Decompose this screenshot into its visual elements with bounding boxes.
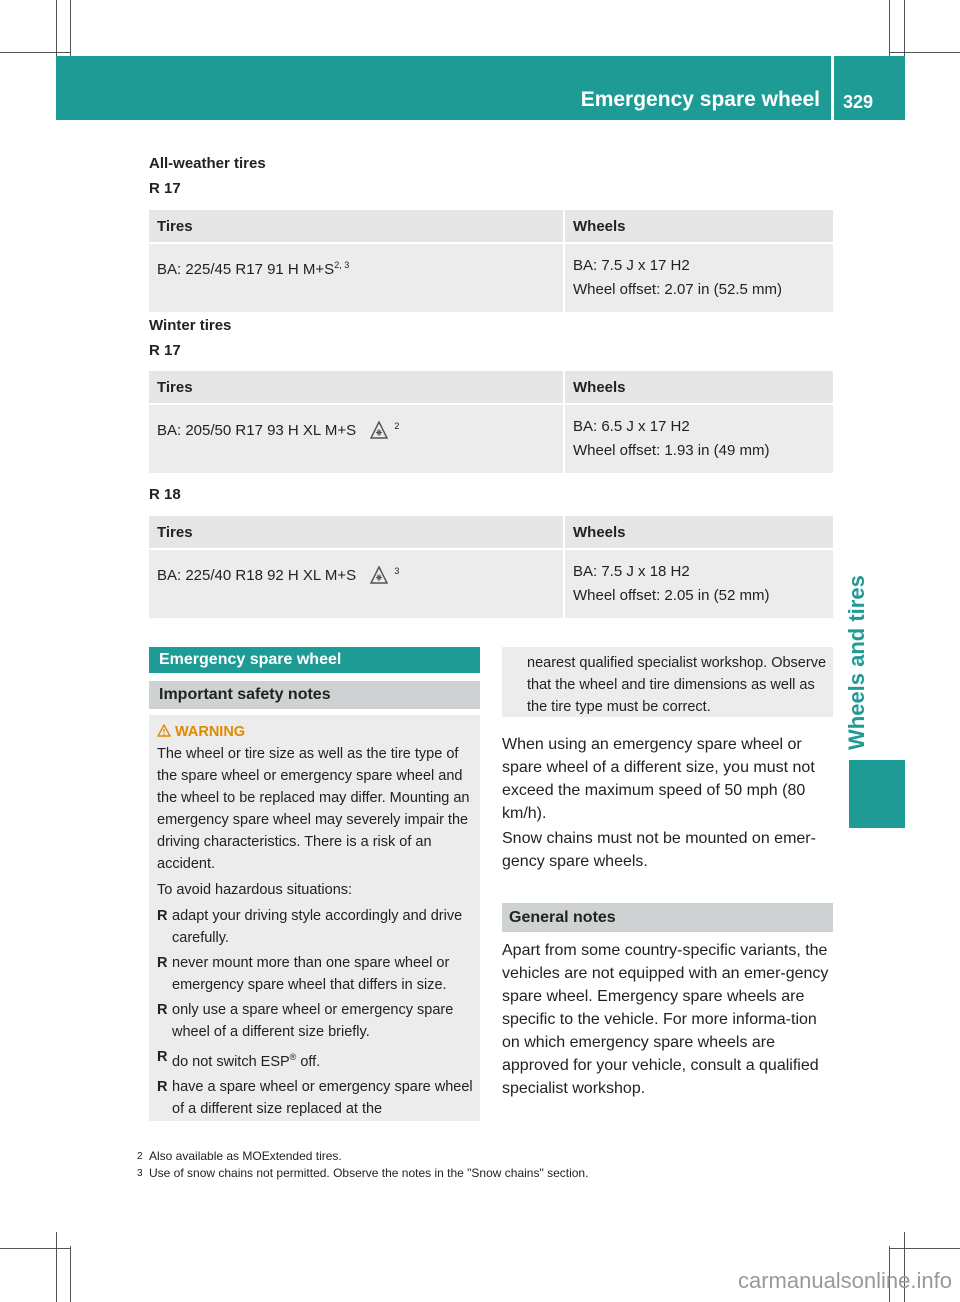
- footnote-number: 3: [137, 1168, 143, 1179]
- table-row: [149, 243, 833, 312]
- list-item-text: only use a spare wheel or emergency spare wheel of a different size briefly.: [172, 1002, 454, 1040]
- page-number: 329: [843, 92, 874, 112]
- paragraph: Snow chains must not be mounted on emer-gency spare wheels.: [502, 830, 816, 870]
- column-header-wheels: Wheels: [564, 210, 833, 243]
- paragraph: When using an emergency spare wheel or spare wheel of a different size, you must not exceed the maximum speed of 50 mph (80 km/h).: [502, 736, 815, 822]
- footnote-text: Use of snow chains not permitted. Observe the notes in the "Snow chains" section.: [149, 1166, 589, 1180]
- footnote-number: 2: [137, 1151, 143, 1162]
- crop-mark: [889, 0, 890, 56]
- list-item-text: do not switch ESP: [172, 1053, 290, 1070]
- section-heading: Emergency spare wheel: [149, 647, 480, 673]
- column-header-tires: Tires: [149, 371, 564, 404]
- wheel-offset: Wheel offset: 2.05 in (52 mm): [573, 587, 770, 604]
- table-row: [149, 404, 833, 473]
- table-row: [149, 549, 833, 618]
- warning-title: [157, 721, 474, 743]
- page-title: Emergency spare wheel: [580, 88, 820, 111]
- header-divider: [831, 56, 834, 120]
- subsection-heading: Important safety notes: [149, 681, 480, 709]
- tire-spec: BA: 225/40 R18 92 H XL M+S: [157, 567, 357, 584]
- all-weather-size: R 17: [149, 180, 181, 197]
- bullet-glyph: R: [157, 1049, 168, 1065]
- tire-cell: [149, 243, 564, 312]
- winter-size: R 17: [149, 342, 181, 359]
- winter-r18-table: [149, 516, 833, 618]
- bullet-glyph: R: [157, 1078, 168, 1095]
- chapter-tab-label: Wheels and tires: [844, 575, 869, 750]
- list-item-text: never mount more than one spare wheel or emergency spare wheel that differs in size.: [172, 955, 450, 993]
- snowflake-mountain-icon: [370, 421, 388, 446]
- winter-heading: Winter tires: [149, 317, 232, 334]
- winter-r17-table: [149, 371, 833, 473]
- footnote: [137, 1165, 589, 1182]
- crop-mark: [0, 1248, 70, 1249]
- list-item: [157, 999, 474, 1043]
- general-notes-text: Apart from some country-specific variants, the vehicles are not equipped with an emer-gency spare wheel. Emergency spare wheels are specific to the vehicle. For more informa-tion on which emergency spare wheels are approved for your vehicle, consult a qualified specialist workshop.: [502, 942, 829, 1097]
- list-item-text: have a spare wheel or emergency spare wheel of a different size replaced at the: [172, 1078, 473, 1117]
- list-item: [157, 1076, 474, 1120]
- column-header-wheels: Wheels: [564, 371, 833, 404]
- column-header-tires: Tires: [149, 210, 564, 243]
- warning-triangle-icon: [157, 724, 171, 737]
- crop-mark: [0, 52, 70, 53]
- wheel-cell: [564, 549, 833, 618]
- list-item: [157, 905, 474, 949]
- all-weather-heading: All-weather tires: [149, 155, 266, 172]
- footnote-ref: 3: [394, 566, 400, 576]
- footnote-ref: 2: [394, 421, 400, 431]
- column-header-wheels: Wheels: [564, 516, 833, 549]
- wheel-offset: Wheel offset: 2.07 in (52.5 mm): [573, 281, 782, 298]
- warning-continued-box: nearest qualified specialist workshop. Observe that the wheel and tire dimensions as well as the tire type must be correct.: [502, 647, 833, 717]
- tire-spec: BA: 205/50 R17 93 H XL M+S: [157, 422, 357, 439]
- warning-list: [157, 905, 474, 1120]
- footnotes: [137, 1148, 589, 1182]
- warning-label: WARNING: [175, 724, 246, 740]
- warning-box: [149, 715, 480, 1121]
- list-item: [157, 1046, 474, 1073]
- all-weather-table: [149, 210, 833, 312]
- crop-mark: [890, 1248, 960, 1249]
- column-header-tires: Tires: [149, 516, 564, 549]
- footnote: [137, 1148, 588, 1165]
- bullet-glyph: R: [157, 955, 168, 971]
- list-item-text: adapt your driving style accordingly and drive carefully.: [172, 908, 463, 946]
- wheel-cell: [564, 243, 833, 312]
- bullet-glyph: R: [157, 908, 168, 924]
- chapter-tab-marker: [849, 760, 905, 828]
- footnote-text: Also available as MOExtended tires.: [149, 1149, 342, 1163]
- wheel-offset: Wheel offset: 1.93 in (49 mm): [573, 442, 770, 459]
- crop-mark: [70, 1246, 71, 1302]
- bullet-glyph: R: [157, 1002, 168, 1018]
- watermark: carmanualsonline.info: [737, 1268, 952, 1293]
- list-item: [157, 952, 474, 996]
- snowflake-mountain-icon: [370, 566, 388, 591]
- warning-paragraph: The wheel or tire size as well as the tire type of the spare wheel or emergency spare wheel and the wheel to be replaced may differ. Mounting an emergency spare wheel may severely impair the driving characteristics. There is a risk of an accident.: [157, 746, 470, 872]
- warning-paragraph: To avoid hazardous situations:: [157, 882, 353, 898]
- r18-size: R 18: [149, 486, 181, 503]
- tire-spec: BA: 225/45 R17 91 H M+S: [157, 261, 335, 278]
- wheel-spec: BA: 6.5 J x 17 H2: [573, 418, 690, 435]
- tire-cell: [149, 549, 564, 618]
- tire-cell: [149, 404, 564, 473]
- wheel-spec: BA: 7.5 J x 17 H2: [573, 257, 690, 274]
- wheel-spec: BA: 7.5 J x 18 H2: [573, 563, 690, 580]
- registered-mark: ®: [289, 1052, 297, 1062]
- general-notes-heading: General notes: [502, 903, 833, 932]
- crop-mark: [56, 1232, 57, 1302]
- body-text: [502, 733, 836, 875]
- wheel-cell: [564, 404, 833, 473]
- list-item-text: off.: [296, 1053, 321, 1070]
- crop-mark: [890, 52, 960, 53]
- footnote-ref: 2, 3: [334, 260, 350, 270]
- crop-mark: [70, 0, 71, 56]
